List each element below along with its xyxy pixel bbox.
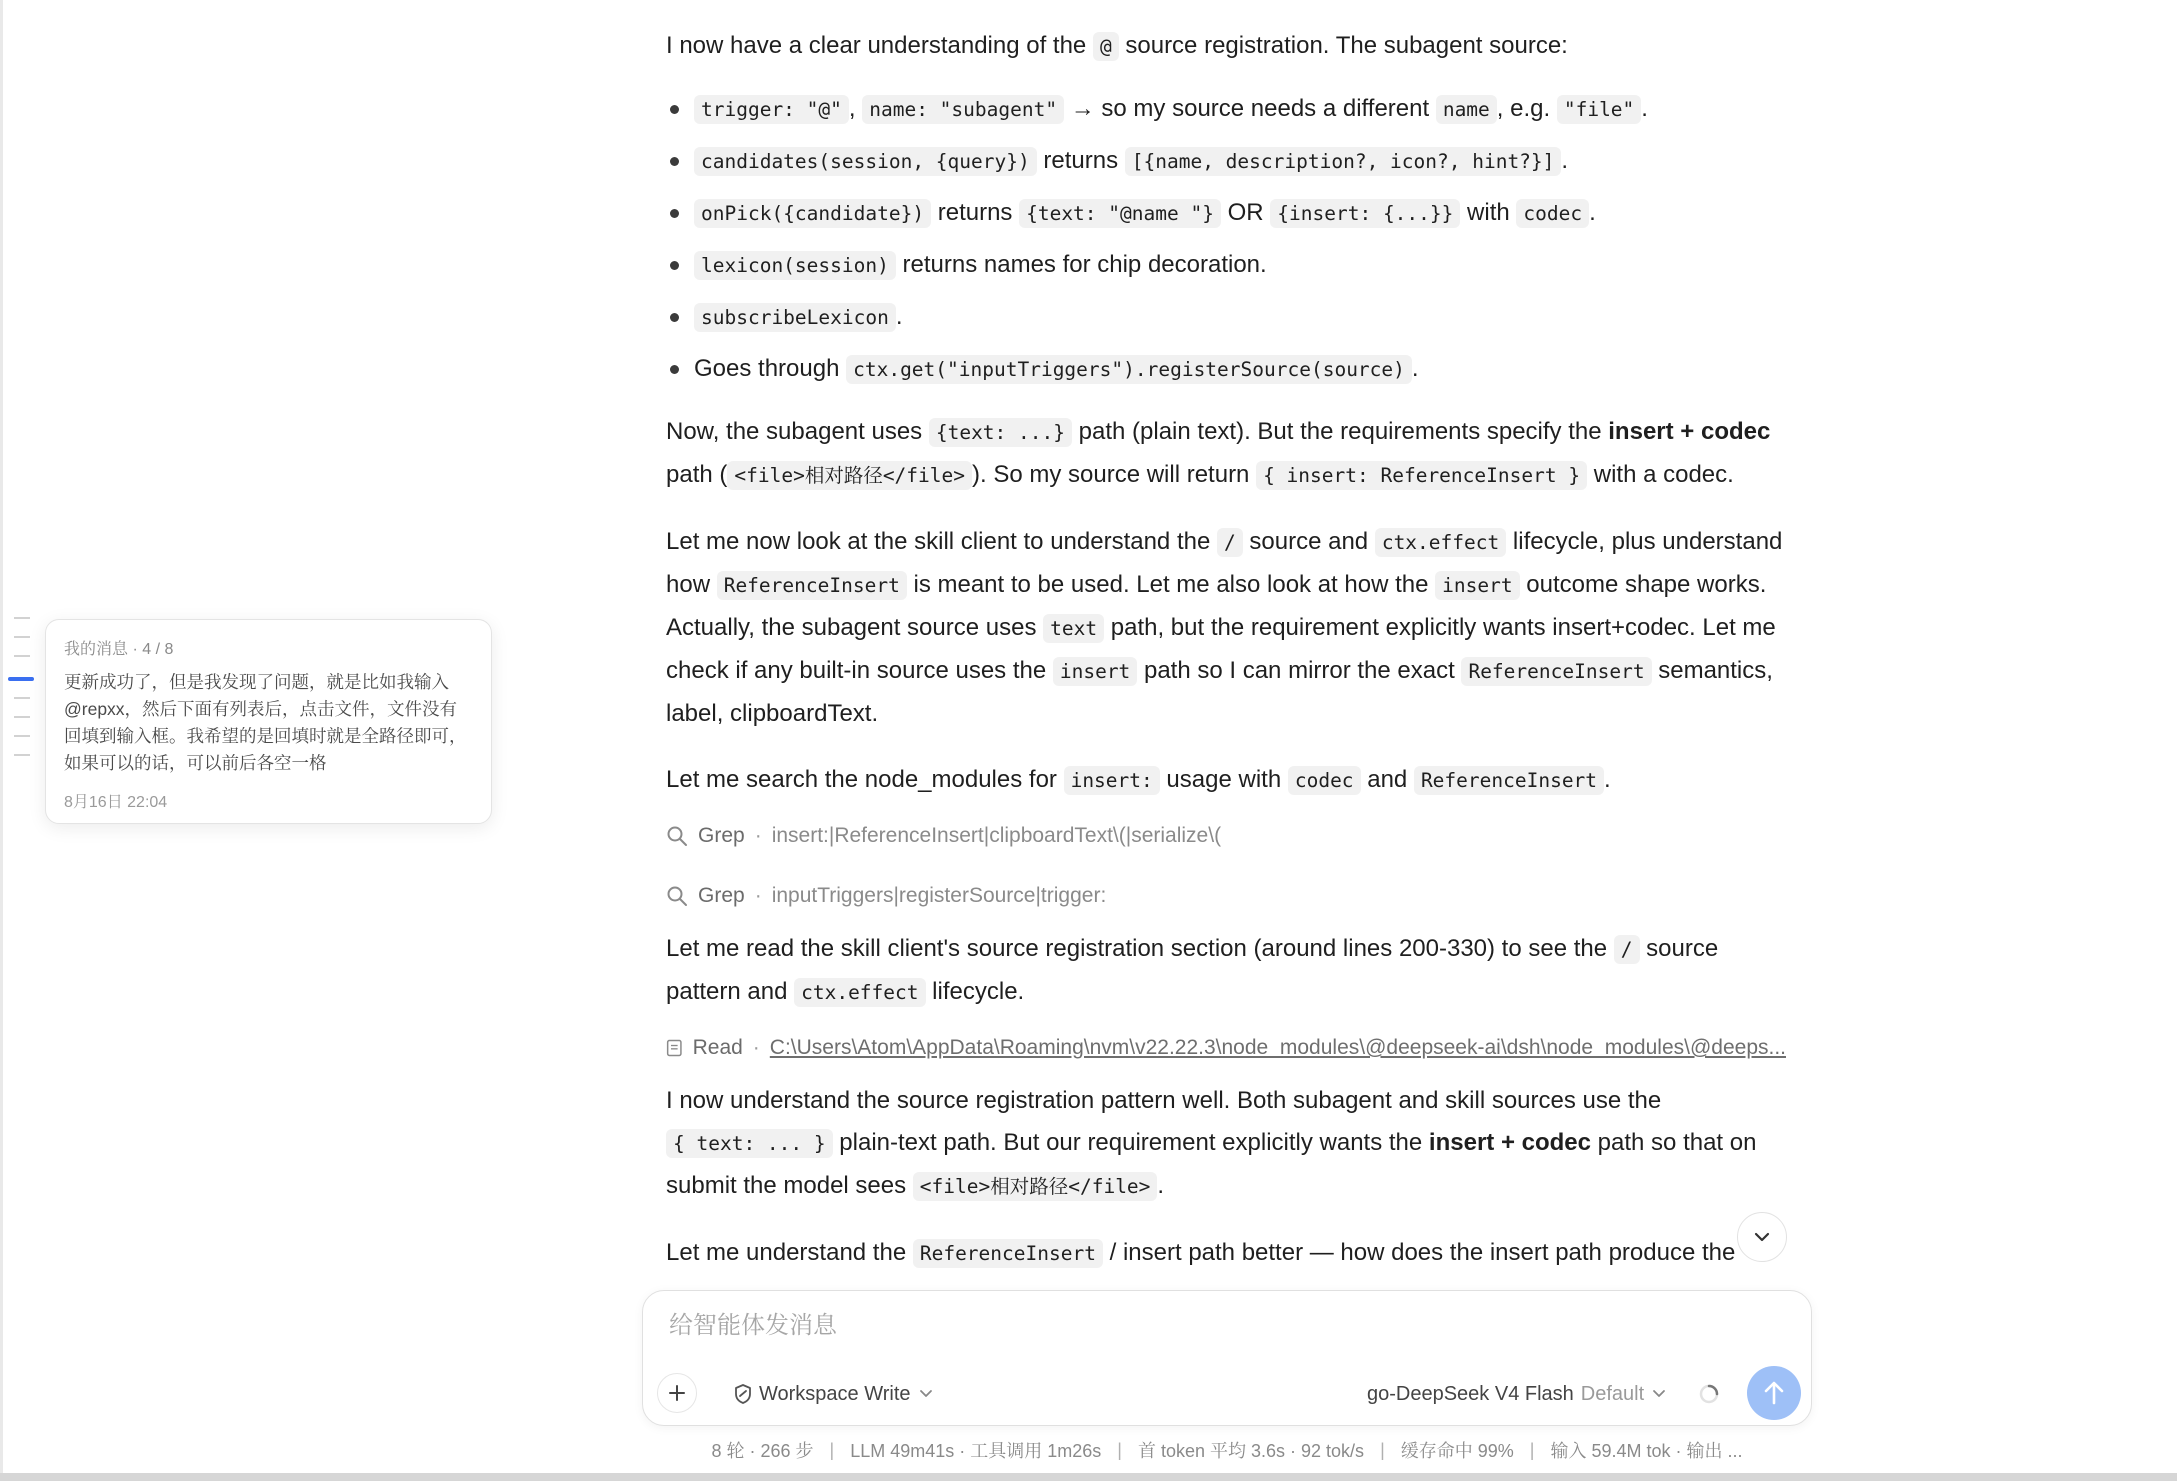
message-input[interactable] — [667, 1305, 1571, 1347]
chevron-down-icon — [919, 1389, 933, 1399]
thread-marker[interactable] — [14, 716, 30, 718]
add-attachment-button[interactable] — [657, 1373, 697, 1413]
thread-marker-active[interactable] — [8, 677, 34, 681]
message-composer — [642, 1290, 1812, 1426]
thread-marker[interactable] — [14, 735, 30, 737]
paragraph-understanding: I now understand the source registration pattern well. Both subagent and skill sources use the { text: ... } plain-text path. But our requirement explicitly wants the insert + codec path so that on submit the model sees <file>相对路径</file> . — [666, 1087, 1757, 1199]
list-item: Goes through ctx.get("inputTriggers").registerSource(source) . — [666, 343, 1786, 395]
left-window-edge — [0, 0, 3, 1481]
thread-marker[interactable] — [14, 617, 30, 619]
plus-icon — [667, 1383, 687, 1403]
document-icon — [666, 1037, 683, 1059]
tool-call-read[interactable]: Read · C:\Users\Atom\AppData\Roaming\nvm\v22.22.3\node_modules\@deepseek-ai\dsh\node_modules\@deeps... — [666, 1033, 1786, 1063]
bottom-window-edge — [0, 1473, 2177, 1481]
stat-llm-time: LLM 49m41s · 工具调用 1m26s — [850, 1441, 1102, 1461]
tool-call-grep[interactable]: Grep · inputTriggers|registerSource|trigger: — [666, 881, 1786, 911]
thread-marker[interactable] — [14, 697, 30, 699]
model-label: go-DeepSeek V4 Flash — [1367, 1382, 1574, 1405]
arrow-up-icon — [1763, 1380, 1785, 1406]
intro-paragraph: I now have a clear understanding of the @ source registration. The subagent source: — [666, 32, 1568, 59]
paragraph-skill-client: Let me now look at the skill client to understand the / source and ctx.effect lifecycle, plus understand how ReferenceInsert is meant to be used. Let me also look at how the insert outcome shape works. Actually, the subagent source uses text path, but the requirement explicitly wants insert+codec. Let me check if any built-in source uses the insert path so I can mirror the exact ReferenceInsert semantics, label, clipboardText. — [666, 528, 1783, 727]
stat-tokens: 输入 59.4M tok · 输出 ... — [1550, 1441, 1743, 1461]
permission-mode-label: Workspace Write — [759, 1382, 911, 1405]
thread-marker[interactable] — [14, 754, 30, 756]
tool-name: Grep — [698, 824, 745, 847]
list-item: candidates(session, {query}) returns [{name, description?, icon?, hint?}] . — [666, 135, 1786, 187]
thread-marker[interactable] — [14, 636, 30, 638]
tool-name: Grep — [698, 884, 745, 907]
permission-mode-dropdown[interactable] — [733, 1379, 939, 1409]
send-button[interactable] — [1747, 1366, 1801, 1420]
list-item: lexicon(session) returns names for chip decoration. — [666, 239, 1786, 291]
message-preview-card[interactable] — [45, 619, 492, 824]
session-stats-bar: 8 轮 · 266 步 | LLM 49m41s · 工具调用 1m26s | 首 token 平均 3.6s · 92 tok/s | 缓存命中 99% | 输入 59.4M tok · 输出 ... — [642, 1435, 1812, 1465]
list-item: subscribeLexicon . — [666, 291, 1786, 343]
list-item: onPick({candidate}) returns {text: "@name "} OR {insert: {...}} with codec . — [666, 187, 1786, 239]
message-card-title: 我的消息 · 4 / 8 — [64, 641, 174, 658]
search-icon — [666, 885, 688, 907]
paragraph-subagent-path: Now, the subagent uses {text: ...} path (plain text). But the requirements specify the insert + codec path ( <file>相对路径</file> ). So my source will return { insert: ReferenceInsert } with a codec. — [666, 418, 1771, 488]
chevron-down-icon — [1753, 1231, 1771, 1243]
loading-spinner-icon — [1698, 1383, 1720, 1405]
stat-cache-hit: 缓存命中 99% — [1400, 1441, 1514, 1461]
search-icon — [666, 825, 688, 847]
stat-first-token: 首 token 平均 3.6s · 92 tok/s — [1137, 1441, 1365, 1461]
shield-edit-icon — [733, 1383, 753, 1405]
model-selector-dropdown[interactable] — [1367, 1379, 1666, 1409]
tool-name: Read — [692, 1036, 743, 1059]
model-default-tag: Default — [1580, 1382, 1645, 1405]
tool-argument: inputTriggers|registerSource|trigger: — [771, 884, 1107, 907]
scroll-to-bottom-button[interactable] — [1737, 1212, 1787, 1262]
thread-marker[interactable] — [14, 655, 30, 657]
chat-transcript — [666, 0, 1786, 1290]
stat-rounds: 8 轮 · 266 步 — [711, 1441, 814, 1461]
source-bullets — [666, 83, 1786, 395]
message-card-body: 更新成功了，但是我发现了问题，就是比如我输入@repxx，然后下面有列表后，点击文件，文件没有回填到输入框。我希望的是回填时就是全路径即可，如果可以的话，可以前后各空一格 — [64, 672, 467, 773]
paragraph-reference-insert: Let me understand the ReferenceInsert / insert path better — how does the insert path produce the — [666, 1239, 1736, 1266]
message-card-time: 8月16日 22:04 — [64, 794, 168, 811]
paragraph-read-source: Let me read the skill client's source registration section (around lines 200-330) to see the / source pattern and ctx.effect lifecycle. — [666, 935, 1719, 1005]
paragraph-search: Let me search the node_modules for insert: usage with codec and ReferenceInsert . — [666, 766, 1611, 793]
tool-argument: insert:|ReferenceInsert|clipboardText\(|serialize\( — [771, 824, 1222, 847]
file-path-link[interactable]: C:\Users\Atom\AppData\Roaming\nvm\v22.22.3\node_modules\@deepseek-ai\dsh\node_modules\@deeps... — [769, 1036, 1786, 1059]
tool-call-grep[interactable]: Grep · insert:|ReferenceInsert|clipboardText\(|serialize\( — [666, 821, 1786, 851]
chevron-down-icon — [1652, 1389, 1666, 1399]
list-item: trigger: "@" , name: "subagent" → so my source needs a different name , e.g. "file" . — [666, 83, 1786, 135]
